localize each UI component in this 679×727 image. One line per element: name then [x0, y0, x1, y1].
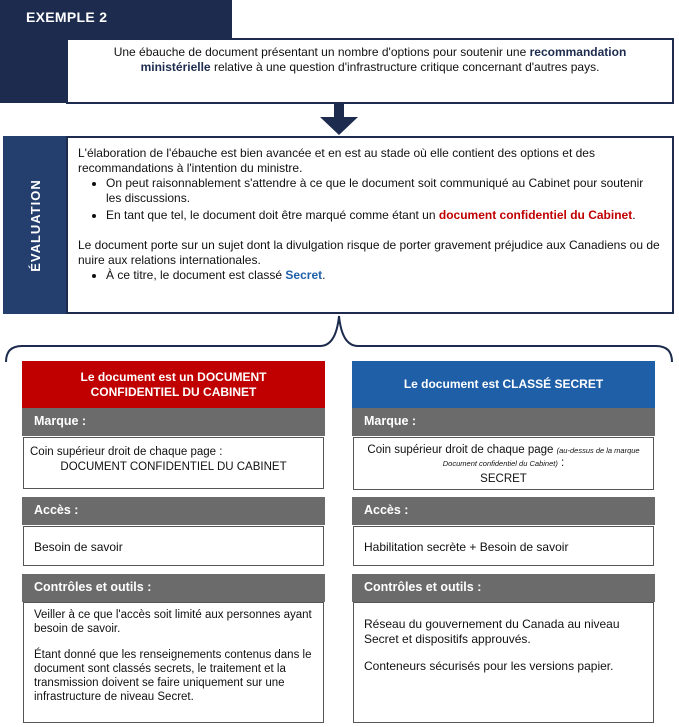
- right-controle-1: Réseau du gouvernement du Canada au niveau Secret et dispositifs approuvés.: [364, 617, 620, 646]
- left-acces-value: Besoin de savoir: [23, 526, 324, 566]
- down-arrow-icon: [334, 104, 344, 118]
- left-controle-1: Veiller à ce que l'accès soit limité aux personnes ayant besoin de savoir.: [34, 609, 312, 635]
- left-controles-cell: [23, 602, 324, 723]
- left-marque-header: Marque :: [22, 408, 325, 436]
- right-acces-header: Accès :: [352, 497, 655, 525]
- right-marque-line-2: SECRET: [480, 473, 527, 485]
- right-acces-value: Habilitation secrète + Besoin de savoir: [353, 526, 654, 566]
- evaluation-bullet-1: • On peut raisonnablement s'attendre à ce que le document soit communiqué au Cabinet pour soutenir les discussions.: [106, 176, 660, 206]
- right-controle-2: Conteneurs sécurisés pour les versions papier.: [364, 659, 614, 673]
- right-column-title: Le document est CLASSÉ SECRET: [352, 361, 655, 408]
- left-controle-2: Étant donné que les renseignements contenus dans le document sont classés secrets, le traitement et la transmission doivent se faire uniquement sur une infrastructure de niveau Secret.: [34, 649, 312, 703]
- down-arrow-head-icon: [320, 117, 358, 135]
- evaluation-paragraph-1: L'élaboration de l'ébauche est bien avancée et en est au stade où elle contient des options et des recommandations à l'intention du ministre.: [78, 146, 595, 175]
- left-controles-header: Contrôles et outils :: [22, 574, 325, 602]
- evaluation-label: ÉVALUATION: [27, 178, 43, 272]
- example-label: EXEMPLE 2: [0, 0, 232, 38]
- evaluation-bullet-3: • À ce titre, le document est classé Secret.: [106, 268, 660, 283]
- example-description: [66, 38, 674, 104]
- evaluation-box: [66, 136, 674, 314]
- brace-connector: [0, 312, 679, 367]
- example-desc-pre: Une ébauche de document présentant un nombre d'options pour soutenir une: [113, 45, 530, 59]
- left-column-title: Le document est un DOCUMENT CONFIDENTIEL DU CABINET: [22, 361, 325, 408]
- right-controles-cell: [353, 602, 654, 723]
- evaluation-paragraph-2: Le document porte sur un sujet dont la divulgation risque de porter gravement préjudice aux Canadiens ou de nuire aux relations internationales.: [78, 238, 660, 267]
- left-marque-line-2: DOCUMENT CONFIDENTIEL DU CABINET: [60, 461, 287, 473]
- example-desc-bold: recommandation ministérielle: [140, 45, 627, 74]
- right-marque-cell: Coin supérieur droit de chaque page (au-dessus de la marque Document confidentiel du Cabinet) : SECRET: [353, 437, 654, 490]
- secret-highlight: Secret: [285, 268, 323, 282]
- right-marque-note: (au-dessus de la marque Document confidentiel du Cabinet): [442, 446, 640, 468]
- right-marque-line-1: Coin supérieur droit de chaque page: [367, 444, 554, 456]
- evaluation-bullet-2: • En tant que tel, le document doit être marqué comme étant un document confidentiel du Cabinet.: [106, 208, 660, 223]
- example-desc-post: relative à une question d'infrastructure critique concernant d'autres pays.: [210, 60, 600, 74]
- right-controles-header: Contrôles et outils :: [352, 574, 655, 602]
- left-marque-line-1: Coin supérieur droit de chaque page :: [30, 446, 223, 458]
- left-acces-header: Accès :: [22, 497, 325, 525]
- cabinet-confidence-highlight: document confidentiel du Cabinet: [438, 208, 633, 222]
- right-marque-header: Marque :: [352, 408, 655, 436]
- left-marque-cell: [23, 437, 324, 489]
